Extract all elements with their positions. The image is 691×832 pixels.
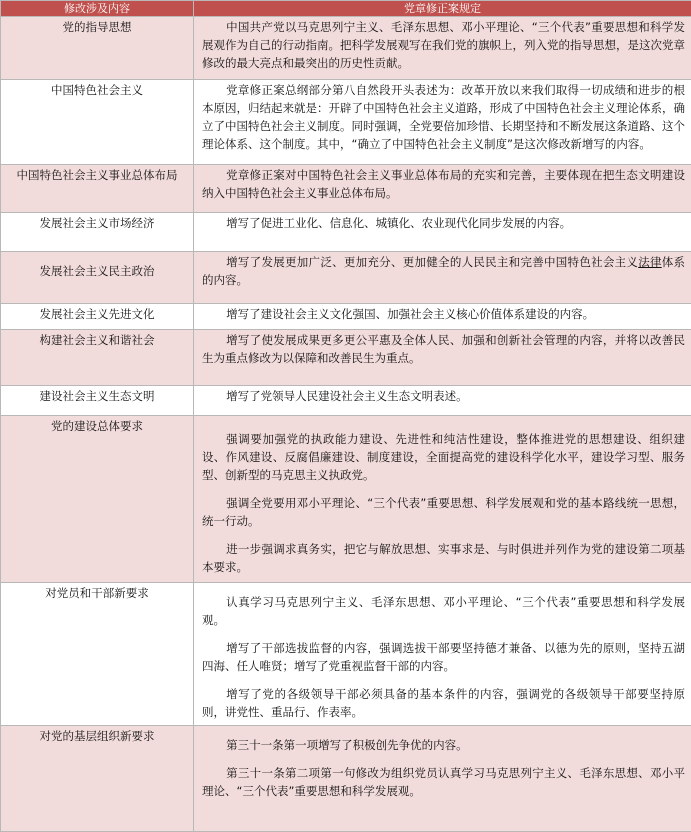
table-row	[1, 386, 691, 416]
row-content	[194, 304, 691, 330]
row-content	[194, 80, 691, 165]
table-row	[1, 416, 691, 583]
content-paragraph: 第三十一条第一项增写了积极创先争优的内容。	[202, 736, 685, 754]
row-content	[194, 386, 691, 416]
row-topic-harmonious-society: 构建社会主义和谐社会	[1, 330, 194, 386]
row-content	[194, 330, 691, 386]
content-paragraph: 中国共产党以马克思列宁主义、毛泽东思想、邓小平理论、“三个代表”重要思想和科学发展观作为自己的行动指南。把科学发展观写在我们党的旗帜上，列入党的指导思想，是这次党章修改的最大亮点和最突出的历史性贡献。	[202, 18, 685, 72]
table-row	[1, 583, 691, 726]
row-topic-market-economy: 发展社会主义市场经济	[1, 213, 194, 252]
row-topic-members-cadres: 对党员和干部新要求	[1, 583, 194, 726]
column-header-topic: 修改涉及内容	[1, 1, 194, 17]
table-row	[1, 165, 691, 213]
row-topic-overall-layout: 中国特色社会主义事业总体布局	[1, 165, 194, 213]
content-paragraph: 第三十一条第二项第一句修改为组织党员认真学习马克思列宁主义、毛泽东思想、邓小平理论、“三个代表”重要思想和科学发展观。	[202, 764, 685, 800]
row-content	[194, 583, 691, 726]
row-topic-socialism-chinese-characteristics: 中国特色社会主义	[1, 80, 194, 165]
content-paragraph: 进一步强调求真务实，把它与解放思想、实事求是、与时俱进并列作为党的建设第二项基本要求。	[202, 540, 685, 576]
row-topic-guiding-ideology: 党的指导思想	[1, 17, 194, 80]
content-paragraph: 增写了使发展成果更多更公平惠及全体人民、加强和创新社会管理的内容，并将以改善民生为重点修改为以保障和改善民生为重点。	[202, 331, 685, 367]
law-link[interactable]: 法律	[638, 255, 662, 269]
text-segment: 增写了发展更加广泛、更加充分、更加健全的人民民主和完善中国特色社会主义	[226, 255, 638, 269]
content-paragraph: 增写了促进工业化、信息化、城镇化、农业现代化同步发展的内容。	[202, 214, 685, 232]
content-paragraph: 增写了干部选拔监督的内容，强调选拔干部要坚持德才兼备、以德为先的原则，坚持五湖四海、任人唯贤；增写了党重视监督干部的内容。	[202, 639, 685, 675]
row-topic-democratic-politics: 发展社会主义民主政治	[1, 252, 194, 304]
content-paragraph: 党章修正案对中国特色社会主义事业总体布局的充实和完善，主要体现在把生态文明建设纳入中国特色社会主义事业总体布局。	[202, 166, 685, 202]
content-paragraph	[202, 253, 685, 289]
content-paragraph: 强调要加强党的执政能力建设、先进性和纯洁性建设，整体推进党的思想建设、组织建设、作风建设、反腐倡廉建设、制度建设，全面提高党的建设科学化水平，建设学习型、服务型、创新型的马克思主义执政党。	[202, 430, 685, 484]
row-content	[194, 165, 691, 213]
table-row	[1, 304, 691, 330]
row-content	[194, 726, 691, 832]
text-segment: 体系的内容。	[202, 255, 685, 287]
column-header-provision: 党章修正案规定	[194, 1, 691, 17]
table-row	[1, 80, 691, 165]
content-paragraph: 认真学习马克思列宁主义、毛泽东思想、邓小平理论、“三个代表”重要思想和科学发展观。	[202, 593, 685, 629]
row-topic-ecological-civilization: 建设社会主义生态文明	[1, 386, 194, 416]
table-row	[1, 330, 691, 386]
row-content	[194, 17, 691, 80]
table-row	[1, 17, 691, 80]
table-row	[1, 213, 691, 252]
row-content	[194, 416, 691, 583]
row-topic-grassroots-organizations: 对党的基层组织新要求	[1, 726, 194, 832]
content-paragraph: 增写了党领导人民建设社会主义生态文明表述。	[202, 387, 685, 405]
table-row	[1, 726, 691, 832]
content-paragraph: 增写了建设社会主义文化强国、加强社会主义核心价值体系建设的内容。	[202, 305, 685, 323]
row-content	[194, 213, 691, 252]
row-content	[194, 252, 691, 304]
table-row	[1, 252, 691, 304]
row-topic-advanced-culture: 发展社会主义先进文化	[1, 304, 194, 330]
table-header-row	[1, 1, 691, 17]
content-paragraph: 强调全党要用邓小平理论、“三个代表”重要思想、科学发展观和党的基本路线统一思想，统一行动。	[202, 494, 685, 530]
content-paragraph: 党章修正案总纲部分第八自然段开头表述为：改革开放以来我们取得一切成绩和进步的根本原因，归结起来就是：开辟了中国特色社会主义道路，形成了中国特色社会主义理论体系，确立了中国特色社会主义制度。同时强调，全党要倍加珍惜、长期坚持和不断发展这条道路、这个理论体系、这个制度。其中，“确立了中国特色社会主义制度”是这次修改新增写的内容。	[202, 81, 685, 153]
row-topic-party-building: 党的建设总体要求	[1, 416, 194, 583]
content-paragraph: 增写了党的各级领导干部必须具备的基本条件的内容，强调党的各级领导干部要坚持原则，讲党性、重品行、作表率。	[202, 685, 685, 721]
